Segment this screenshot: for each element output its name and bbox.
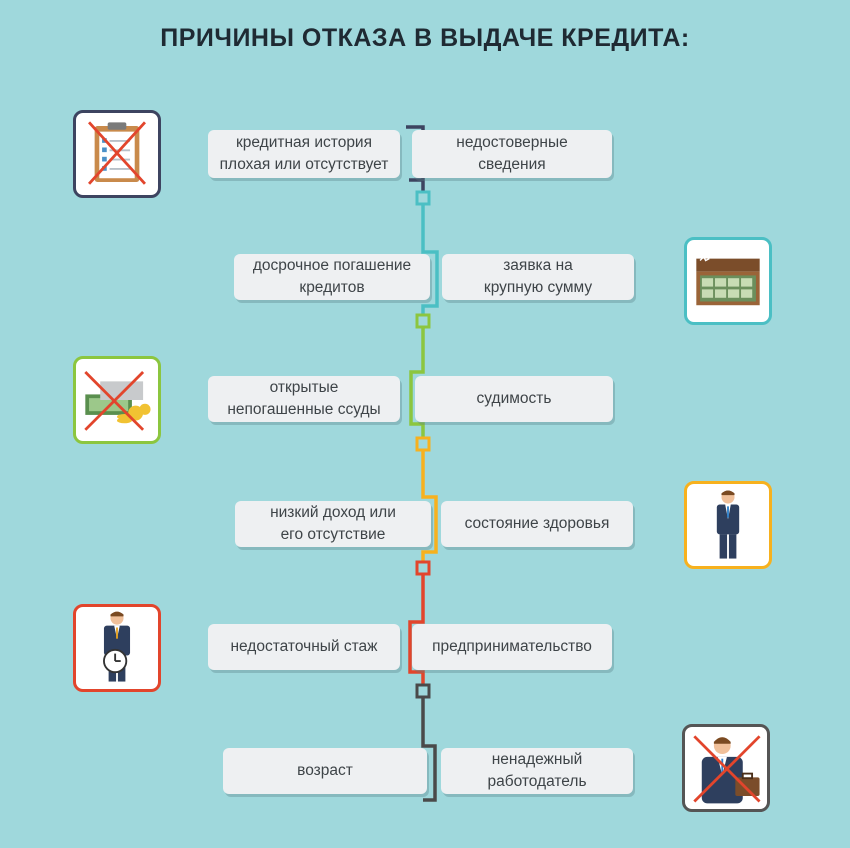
- page-title: ПРИЧИНЫ ОТКАЗА В ВЫДАЧЕ КРЕДИТА:: [160, 24, 690, 52]
- reason-box-right-2: заявка на крупную сумму: [442, 254, 634, 300]
- reason-box-right-6: ненадежный работодатель: [441, 748, 633, 794]
- reason-box-left-2: досрочное погашение кредитов: [234, 254, 430, 300]
- node-square-1: [417, 192, 429, 204]
- businessman-clock-icon: [73, 604, 161, 692]
- money-briefcase-icon: [684, 237, 772, 325]
- node-square-3: [417, 438, 429, 450]
- businessman-briefcase-crossed-icon: [682, 724, 770, 812]
- reason-box-left-3: открытые непогашенные ссуды: [208, 376, 400, 422]
- reason-box-right-1: недостоверные сведения: [412, 130, 612, 178]
- reason-box-left-4: низкий доход или его отсутствие: [235, 501, 431, 547]
- reason-box-right-3: судимость: [415, 376, 613, 422]
- node-square-4: [417, 562, 429, 574]
- node-square-5: [417, 685, 429, 697]
- reason-box-left-6: возраст: [223, 748, 427, 794]
- reason-box-right-4: состояние здоровья: [441, 501, 633, 547]
- businessman-icon: [684, 481, 772, 569]
- reason-box-right-5: предпринимательство: [412, 624, 612, 670]
- money-coins-crossed-icon: [73, 356, 161, 444]
- reason-box-left-5: недостаточный стаж: [208, 624, 400, 670]
- clipboard-crossed-icon: [73, 110, 161, 198]
- node-square-2: [417, 315, 429, 327]
- reason-box-left-1: кредитная история плохая или отсутствует: [208, 130, 400, 178]
